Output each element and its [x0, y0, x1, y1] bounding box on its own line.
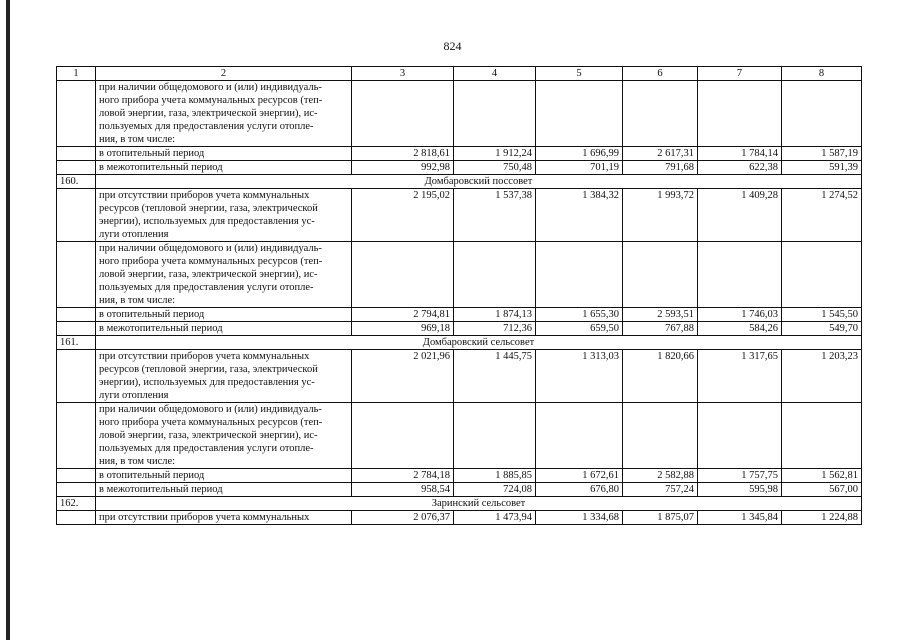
description-line: ния, в том числе: [99, 456, 176, 467]
row-description: в межотопительный период [96, 161, 352, 175]
row-description: в отопительный период [96, 308, 352, 322]
value-cell [623, 242, 698, 308]
description-line: при отсутствии приборов учета коммунальных [99, 190, 310, 201]
value-cell: 584,26 [698, 322, 782, 336]
column-header: 4 [454, 67, 536, 81]
column-header: 6 [623, 67, 698, 81]
row-description [96, 350, 352, 403]
value-cell: 1 537,38 [454, 189, 536, 242]
description-line: ного прибора учета коммунальных ресурсов (теп- [99, 256, 323, 267]
section-title: Заринский сельсовет [96, 497, 862, 511]
value-cell: 1 746,03 [698, 308, 782, 322]
description-line: пользуемых для предоставления услуги отопле- [99, 121, 314, 132]
description-line: ловой энергии, газа, электрической энергии), ис- [99, 108, 318, 119]
value-cell: 1 757,75 [698, 469, 782, 483]
row-number [57, 469, 96, 483]
table-row [57, 189, 862, 242]
value-cell: 750,48 [454, 161, 536, 175]
value-cell: 1 224,88 [782, 511, 862, 525]
column-header: 8 [782, 67, 862, 81]
value-cell [623, 403, 698, 469]
value-cell: 1 993,72 [623, 189, 698, 242]
value-cell [352, 81, 454, 147]
description-line: пользуемых для предоставления услуги отопле- [99, 282, 314, 293]
value-cell: 1 317,65 [698, 350, 782, 403]
value-cell: 969,18 [352, 322, 454, 336]
value-cell: 1 274,52 [782, 189, 862, 242]
description-line: ния, в том числе: [99, 134, 176, 145]
description-line: ловой энергии, газа, электрической энергии), ис- [99, 430, 318, 441]
table-row [57, 403, 862, 469]
value-cell: 701,19 [536, 161, 623, 175]
description-line: ного прибора учета коммунальных ресурсов (теп- [99, 95, 323, 106]
value-cell: 724,08 [454, 483, 536, 497]
table-row [57, 322, 862, 336]
value-cell: 712,36 [454, 322, 536, 336]
value-cell: 2 195,02 [352, 189, 454, 242]
row-number: 161. [57, 336, 96, 350]
row-description [96, 81, 352, 147]
row-number [57, 189, 96, 242]
value-cell: 676,80 [536, 483, 623, 497]
value-cell: 549,70 [782, 322, 862, 336]
table-header-row [57, 67, 862, 81]
value-cell: 1 820,66 [623, 350, 698, 403]
value-cell [698, 403, 782, 469]
row-number [57, 308, 96, 322]
value-cell: 1 409,28 [698, 189, 782, 242]
description-line: ресурсов (тепловой энергии, газа, электрической [99, 364, 318, 375]
description-line: ния, в том числе: [99, 295, 176, 306]
description-line: при наличии общедомового и (или) индивидуаль- [99, 404, 322, 415]
value-cell: 1 784,14 [698, 147, 782, 161]
value-cell: 767,88 [623, 322, 698, 336]
value-cell: 1 545,50 [782, 308, 862, 322]
value-cell [454, 81, 536, 147]
row-description: в межотопительный период [96, 483, 352, 497]
row-number [57, 403, 96, 469]
row-description [96, 242, 352, 308]
table-row [57, 483, 862, 497]
value-cell: 1 874,13 [454, 308, 536, 322]
table-row [57, 308, 862, 322]
value-cell: 567,00 [782, 483, 862, 497]
value-cell [352, 242, 454, 308]
value-cell: 2 076,37 [352, 511, 454, 525]
description-line: при наличии общедомового и (или) индивидуаль- [99, 82, 322, 93]
description-line: луги отопления [99, 229, 169, 240]
section-title: Домбаровский поссовет [96, 175, 862, 189]
page-number: 824 [443, 39, 462, 53]
column-header: 7 [698, 67, 782, 81]
description-line: энергии), используемых для предоставления ус- [99, 216, 315, 227]
row-description: при отсутствии приборов учета коммунальных [96, 511, 352, 525]
row-number [57, 242, 96, 308]
value-cell: 1 696,99 [536, 147, 623, 161]
value-cell [454, 403, 536, 469]
value-cell: 622,38 [698, 161, 782, 175]
value-cell [782, 81, 862, 147]
value-cell: 1 672,61 [536, 469, 623, 483]
value-cell [352, 403, 454, 469]
section-row [57, 175, 862, 189]
column-header: 1 [57, 67, 96, 81]
row-number [57, 511, 96, 525]
description-line: ресурсов (тепловой энергии, газа, электрической [99, 203, 318, 214]
value-cell: 958,54 [352, 483, 454, 497]
value-cell: 591,39 [782, 161, 862, 175]
table-row [57, 161, 862, 175]
value-cell: 1 655,30 [536, 308, 623, 322]
row-description: в межотопительный период [96, 322, 352, 336]
value-cell [536, 403, 623, 469]
row-number: 162. [57, 497, 96, 511]
value-cell: 1 345,84 [698, 511, 782, 525]
description-line: ловой энергии, газа, электрической энергии), ис- [99, 269, 318, 280]
value-cell: 2 617,31 [623, 147, 698, 161]
row-number [57, 322, 96, 336]
column-header: 3 [352, 67, 454, 81]
value-cell: 1 334,68 [536, 511, 623, 525]
row-number [57, 483, 96, 497]
table-row [57, 511, 862, 525]
value-cell: 1 587,19 [782, 147, 862, 161]
section-row [57, 336, 862, 350]
value-cell [698, 81, 782, 147]
row-number: 160. [57, 175, 96, 189]
value-cell: 2 021,96 [352, 350, 454, 403]
value-cell: 1 562,81 [782, 469, 862, 483]
value-cell: 1 384,32 [536, 189, 623, 242]
column-header: 5 [536, 67, 623, 81]
table-row [57, 81, 862, 147]
value-cell: 1 912,24 [454, 147, 536, 161]
row-description [96, 189, 352, 242]
description-line: энергии), используемых для предоставления ус- [99, 377, 315, 388]
value-cell [454, 242, 536, 308]
row-description: в отопительный период [96, 147, 352, 161]
value-cell: 1 313,03 [536, 350, 623, 403]
description-line: пользуемых для предоставления услуги отопле- [99, 443, 314, 454]
table-row [57, 469, 862, 483]
value-cell: 1 203,23 [782, 350, 862, 403]
value-cell [698, 242, 782, 308]
value-cell: 2 582,88 [623, 469, 698, 483]
row-description: в отопительный период [96, 469, 352, 483]
value-cell [782, 242, 862, 308]
binding-edge [6, 0, 10, 640]
row-description [96, 403, 352, 469]
table-row [57, 350, 862, 403]
value-cell: 1 445,75 [454, 350, 536, 403]
value-cell: 1 885,85 [454, 469, 536, 483]
description-line: при отсутствии приборов учета коммунальных [99, 351, 310, 362]
value-cell: 595,98 [698, 483, 782, 497]
column-header: 2 [96, 67, 352, 81]
value-cell: 659,50 [536, 322, 623, 336]
value-cell [536, 242, 623, 308]
table-row [57, 242, 862, 308]
value-cell: 1 473,94 [454, 511, 536, 525]
row-number [57, 161, 96, 175]
section-title: Домбаровский сельсовет [96, 336, 862, 350]
value-cell: 2 794,81 [352, 308, 454, 322]
tariff-table [56, 66, 862, 525]
value-cell [623, 81, 698, 147]
value-cell [536, 81, 623, 147]
value-cell [782, 403, 862, 469]
description-line: луги отопления [99, 390, 169, 401]
value-cell: 1 875,07 [623, 511, 698, 525]
description-line: ного прибора учета коммунальных ресурсов (теп- [99, 417, 323, 428]
row-number [57, 350, 96, 403]
value-cell: 757,24 [623, 483, 698, 497]
value-cell: 2 818,61 [352, 147, 454, 161]
value-cell: 992,98 [352, 161, 454, 175]
value-cell: 791,68 [623, 161, 698, 175]
value-cell: 2 593,51 [623, 308, 698, 322]
row-number [57, 81, 96, 147]
table-row [57, 147, 862, 161]
section-row [57, 497, 862, 511]
value-cell: 2 784,18 [352, 469, 454, 483]
row-number [57, 147, 96, 161]
description-line: при наличии общедомового и (или) индивидуаль- [99, 243, 322, 254]
